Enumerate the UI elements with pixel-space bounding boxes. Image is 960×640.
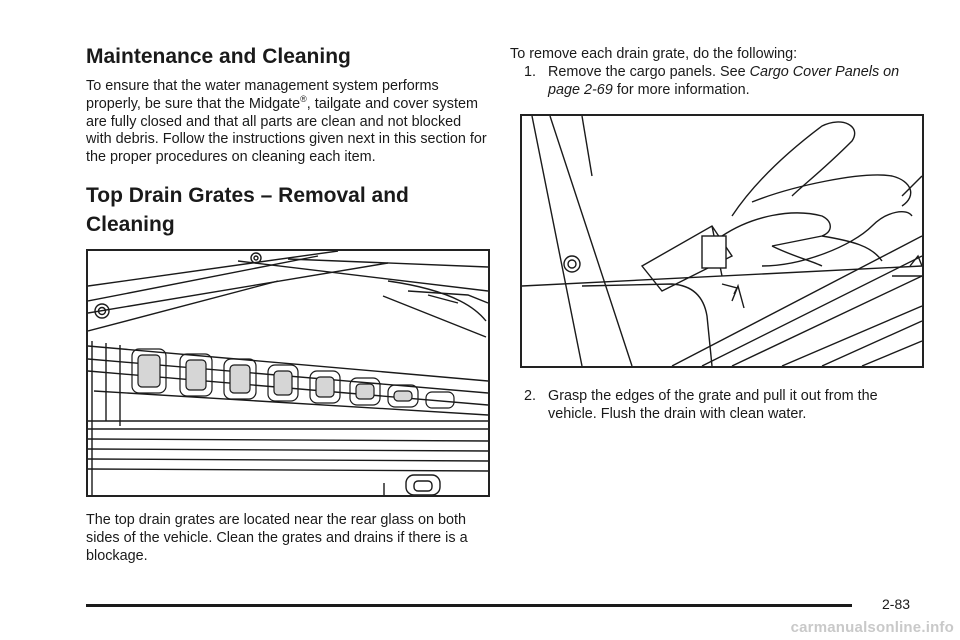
registered-mark: ® (300, 94, 307, 104)
step-2 (510, 388, 930, 424)
cargo-cover-panels-link[interactable]: Cargo Cover Panels on page 2-69 (548, 63, 900, 98)
step-1 (510, 64, 930, 100)
grates-location-paragraph: The top drain grates are located near the rear glass on both sides of the vehicle. Clean the grates and drains if there is a blockage. (86, 511, 468, 564)
footer-rule (86, 604, 852, 607)
intro-text-part1: To ensure that the water management system performs properly, be sure that the Midgate (86, 78, 439, 112)
watermark: carmanualsonline.info (790, 619, 954, 636)
intro-text-part2: , tailgate and cover system are fully closed and that all parts are clean and not blocked with debris. Follow the instructions given next in this section for the proper procedures on cleaning each item. (86, 95, 487, 166)
heading-top-drain-grates: Top Drain Grates – Removal and Cleaning (86, 183, 409, 236)
step-number: 2. (524, 388, 537, 405)
step-1-text: Remove the cargo panels. See (548, 63, 750, 80)
left-column (86, 44, 490, 565)
hand-removing-grate-illustration (520, 114, 924, 368)
heading-maintenance-cleaning: Maintenance and Cleaning (86, 45, 351, 68)
step-2-text: Grasp the edges of the grate and pull it out from the vehicle. Flush the drain with clean water. (548, 388, 878, 423)
right-column (510, 46, 930, 424)
page-number: 2-83 (882, 596, 911, 612)
steps-list (510, 64, 930, 100)
steps-list-continued (510, 388, 930, 424)
step-text (548, 64, 930, 100)
step-number: 1. (524, 63, 537, 80)
drain-grates-illustration (86, 249, 490, 497)
steps-intro: To remove each drain grate, do the following: (510, 46, 798, 62)
intro-paragraph (86, 78, 490, 167)
step-1-suffix: for more information. (612, 81, 750, 98)
